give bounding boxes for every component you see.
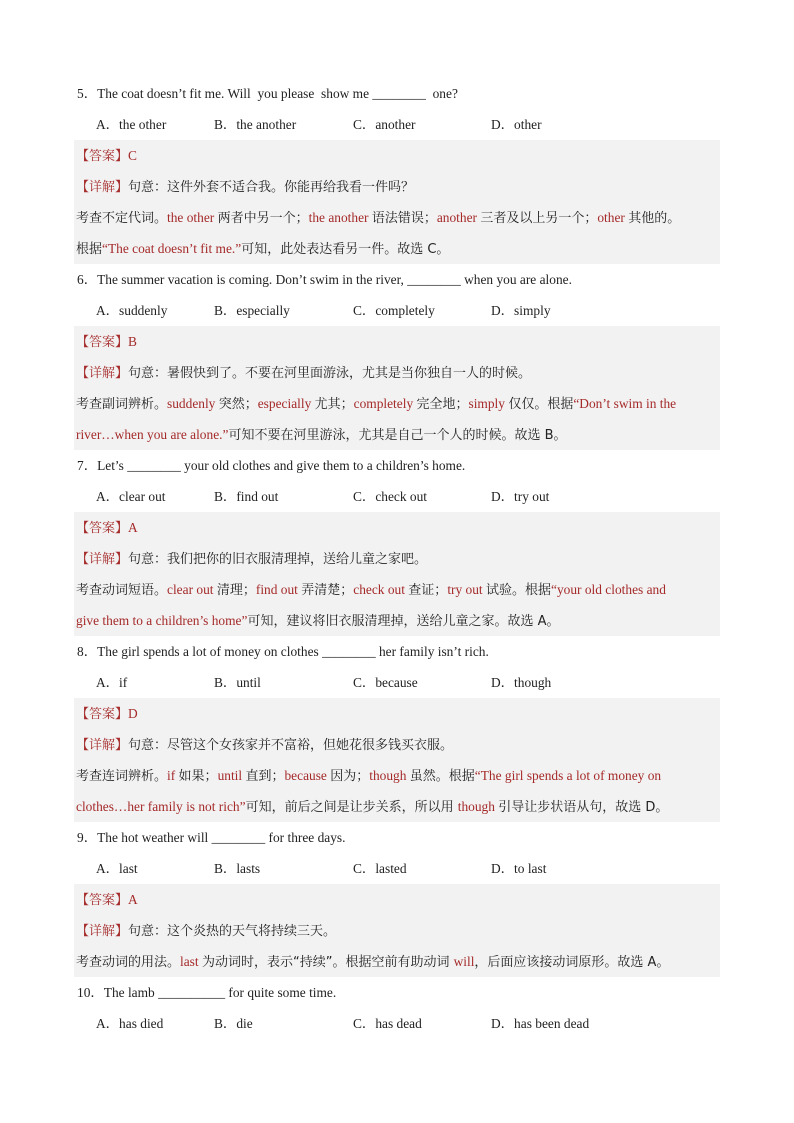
highlight-text: especially: [257, 396, 315, 411]
detail-explanation: [74, 388, 720, 419]
option-d: D．to last: [491, 861, 547, 876]
explanation-text: 试验。根据: [486, 583, 552, 598]
highlight-text: the other: [167, 210, 218, 225]
options-row: [0, 853, 794, 884]
explanation-text: 弄清楚；: [301, 583, 354, 598]
options-row: [0, 1008, 794, 1039]
question-stem: 9．The hot weather will ________ for three days.: [77, 830, 346, 845]
answer-line: [74, 140, 720, 171]
explanation-text: 可知不要在河里游泳，尤其是自己一个人的时候。故选 B。: [228, 428, 567, 443]
question-stem: 7．Let’s ________ your old clothes and give them to a children’s home.: [77, 458, 466, 473]
explanation-text: 其他的。: [628, 211, 681, 226]
highlight-text: find out: [255, 582, 302, 597]
answer-tag: 【答案】: [76, 149, 129, 164]
answer-tag: 【答案】: [76, 893, 129, 908]
explanation-text: 引导让步状语从句，故选 D。: [498, 800, 669, 815]
answer-box: [74, 698, 720, 822]
question-block: [0, 78, 794, 264]
option-b: B．lasts: [214, 861, 261, 876]
explanation-text: 句意：这个炎热的天气将持续三天。: [128, 924, 337, 939]
highlight-text: clear out: [167, 582, 217, 597]
explanation-text: 可知，前后之间是让步关系，所以用: [245, 800, 458, 815]
option-a: A．has died: [96, 1016, 164, 1031]
question-stem: 5．The coat doesn’t fit me. Will you please show me ________ one?: [77, 86, 458, 101]
explanation-text: 两者中另一个；: [217, 211, 309, 226]
highlight-text: completely: [353, 396, 417, 411]
explanation-text: 虽然。根据: [409, 769, 475, 784]
detail-explanation: [74, 760, 720, 791]
option-d: D．has been dead: [491, 1016, 590, 1031]
option-b: B．die: [214, 1016, 253, 1031]
highlight-text: another: [436, 210, 481, 225]
highlight-text: “The coat doesn’t fit me.”: [102, 241, 242, 256]
explanation-text: 完全地；: [416, 397, 469, 412]
question-stem: 8．The girl spends a lot of money on clothes ________ her family isn’t rich.: [77, 644, 489, 659]
explanation-text: 可知，此处表达看另一件。故选 C。: [241, 242, 450, 257]
question-block: [0, 450, 794, 636]
answer-value: D: [128, 706, 138, 721]
explanation-text: 考查动词的用法。: [76, 955, 181, 970]
explanation-text: ，后面应该接动词原形。故选 A。: [474, 955, 670, 970]
question-block: [0, 977, 794, 1039]
answer-tag: 【答案】: [76, 707, 129, 722]
highlight-text: other: [597, 210, 629, 225]
detail-tag: 【详解】: [76, 552, 129, 567]
detail-translation: [74, 171, 720, 202]
detail-explanation: [74, 574, 720, 605]
explanation-text: 可知，建议将旧衣服清理掉，送给儿童之家。故选 A。: [247, 614, 560, 629]
explanation-text: 查证；: [408, 583, 448, 598]
answer-tag: 【答案】: [76, 521, 129, 536]
option-a: A．last: [96, 861, 138, 876]
answer-value: B: [128, 334, 137, 349]
explanation-text: 因为；: [330, 769, 370, 784]
highlight-text: “your old clothes and: [551, 582, 666, 597]
answer-box: [74, 512, 720, 636]
answer-line: [74, 698, 720, 729]
option-c: C．because: [353, 675, 418, 690]
detail-translation: [74, 915, 720, 946]
explanation-text: 尤其；: [314, 397, 354, 412]
highlight-text: clothes…her family is not rich”: [76, 799, 246, 814]
explanation-text: 突然；: [218, 397, 258, 412]
explanation-text: 考查不定代词。: [76, 211, 168, 226]
highlight-text: will: [453, 954, 475, 969]
highlight-text: though: [369, 768, 410, 783]
option-d: D．try out: [491, 489, 550, 504]
detail-explanation: [74, 946, 720, 977]
answer-tag: 【答案】: [76, 335, 129, 350]
highlight-text: last: [180, 954, 202, 969]
answer-box: [74, 140, 720, 264]
options-row: [0, 481, 794, 512]
highlight-text: check out: [353, 582, 409, 597]
detail-translation: [74, 543, 720, 574]
option-b: B．especially: [214, 303, 290, 318]
question-block: [0, 636, 794, 822]
detail-translation: [74, 729, 720, 760]
detail-tag: 【详解】: [76, 180, 129, 195]
detail-explanation: [74, 791, 720, 822]
worksheet-page: [0, 78, 794, 1039]
option-b: B．until: [214, 675, 261, 690]
explanation-text: 根据: [76, 242, 103, 257]
question-stem: 6．The summer vacation is coming. Don’t swim in the river, ________ when you are alone.: [77, 272, 572, 287]
explanation-text: 考查副词辨析。: [76, 397, 168, 412]
option-a: A．the other: [96, 117, 167, 132]
highlight-text: try out: [447, 582, 486, 597]
detail-explanation: [74, 233, 720, 264]
explanation-text: 考查动词短语。: [76, 583, 168, 598]
highlight-text: give them to a children’s home”: [76, 613, 248, 628]
options-row: [0, 109, 794, 140]
explanation-text: 直到；: [245, 769, 285, 784]
options-row: [0, 295, 794, 326]
explanation-text: 为动词时，表示“持续”。根据空前有助动词: [201, 955, 454, 970]
highlight-text: the another: [308, 210, 372, 225]
detail-explanation: [74, 202, 720, 233]
answer-value: A: [128, 892, 138, 907]
answer-box: [74, 884, 720, 977]
highlight-text: simply: [468, 396, 509, 411]
detail-tag: 【详解】: [76, 924, 129, 939]
option-b: B．find out: [214, 489, 279, 504]
detail-explanation: [74, 419, 720, 450]
explanation-text: 仅仅。根据: [508, 397, 574, 412]
question-block: [0, 264, 794, 450]
highlight-text: because: [284, 768, 331, 783]
answer-line: [74, 326, 720, 357]
answer-value: C: [128, 148, 137, 163]
option-d: D．simply: [491, 303, 551, 318]
detail-tag: 【详解】: [76, 366, 129, 381]
explanation-text: 句意：暑假快到了。不要在河里面游泳，尤其是当你独自一人的时候。: [128, 366, 532, 381]
answer-line: [74, 512, 720, 543]
option-a: A．clear out: [96, 489, 166, 504]
highlight-text: until: [217, 768, 246, 783]
options-row: [0, 667, 794, 698]
explanation-text: 如果；: [178, 769, 218, 784]
option-c: C．lasted: [353, 861, 407, 876]
question-stem: 10．The lamb __________ for quite some time.: [77, 985, 337, 1000]
option-d: D．other: [491, 117, 542, 132]
highlight-text: “Don’t swim in the: [573, 396, 677, 411]
explanation-text: 句意：尽管这个女孩家并不富裕，但她花很多钱买衣服。: [128, 738, 454, 753]
explanation-text: 三者及以上另一个；: [480, 211, 598, 226]
answer-value: A: [128, 520, 138, 535]
highlight-text: “The girl spends a lot of money on: [474, 768, 662, 783]
option-c: C．has dead: [353, 1016, 422, 1031]
highlight-text: river…when you are alone.”: [76, 427, 229, 442]
detail-explanation: [74, 605, 720, 636]
detail-translation: [74, 357, 720, 388]
detail-tag: 【详解】: [76, 738, 129, 753]
highlight-text: though: [457, 799, 499, 814]
explanation-text: 语法错误；: [371, 211, 437, 226]
option-c: C．another: [353, 117, 416, 132]
explanation-text: 句意：我们把你的旧衣服清理掉，送给儿童之家吧。: [128, 552, 428, 567]
option-a: A．if: [96, 675, 128, 690]
explanation-text: 清理；: [216, 583, 256, 598]
explanation-text: 句意：这件外套不适合我。你能再给我看一件吗？: [128, 180, 415, 195]
answer-box: [74, 326, 720, 450]
option-d: D．though: [491, 675, 552, 690]
highlight-text: if: [167, 768, 179, 783]
option-a: A．suddenly: [96, 303, 168, 318]
option-c: C．check out: [353, 489, 428, 504]
highlight-text: suddenly: [167, 396, 219, 411]
answer-line: [74, 884, 720, 915]
explanation-text: 考查连词辨析。: [76, 769, 168, 784]
question-block: [0, 822, 794, 977]
option-c: C．completely: [353, 303, 435, 318]
option-b: B．the another: [214, 117, 297, 132]
